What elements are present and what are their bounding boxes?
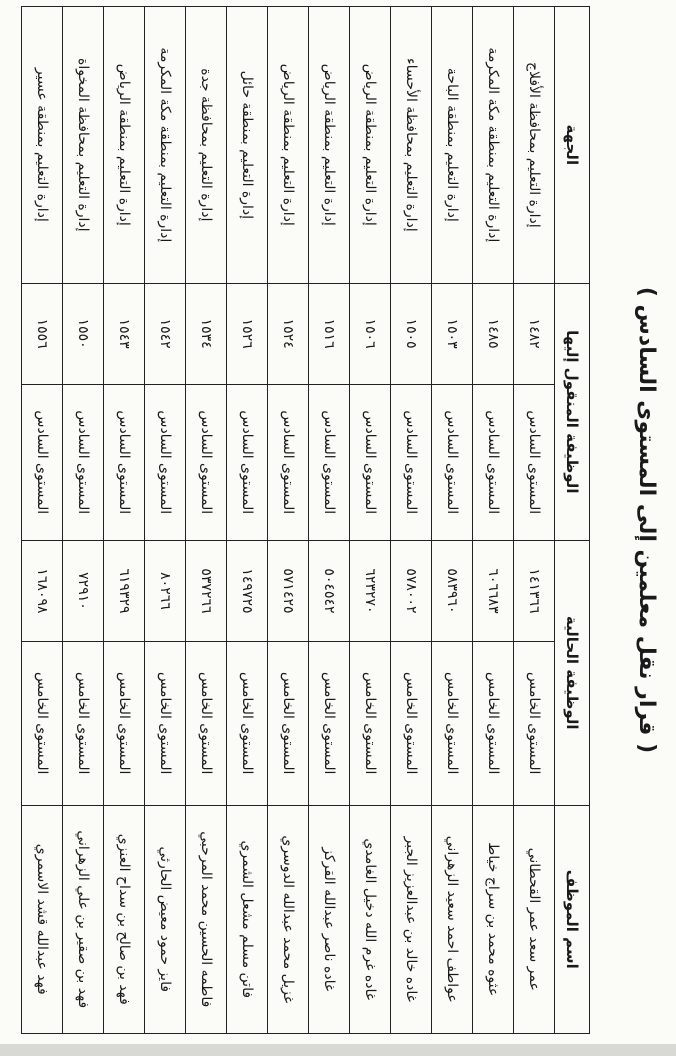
cell-new-grade: المستوى السادس xyxy=(145,384,186,540)
cell-employee-name: غاده خالد بن عبدالعزيز الجبر xyxy=(391,805,432,1033)
cell-department: إدارة التعليم بمنطقة عسير xyxy=(22,7,63,284)
cell-department: إدارة التعليم بمنطقة مكة المكرمة xyxy=(473,7,514,284)
cell-employee-name: غاده ناصر عبدالله القركز xyxy=(309,805,350,1033)
cell-current-grade: المستوى الخامس xyxy=(432,641,473,805)
title-close-paren: ) xyxy=(634,286,659,297)
cell-department: إدارة التعليم بمنطقة مكة المكرمة xyxy=(145,7,186,284)
table-body xyxy=(22,7,555,1034)
cell-department: إدارة التعليم بمحافظة الأفلاج xyxy=(514,7,555,284)
cell-current-number: ٥٠٤٥٤٢ xyxy=(309,540,350,641)
cell-current-number: ٦١٩٣٢٩ xyxy=(104,540,145,641)
title-open-paren: ( xyxy=(634,743,659,754)
cell-department: إدارة التعليم بمحافظة جدة xyxy=(186,7,227,284)
header-department: الجهة xyxy=(555,7,590,284)
cell-new-grade: المستوى السادس xyxy=(514,384,555,540)
cell-current-number: ٧٢٩١٠ xyxy=(63,540,104,641)
table-row xyxy=(186,7,227,1034)
cell-new-grade: المستوى السادس xyxy=(22,384,63,540)
cell-employee-name: فايز حمود معيض الحارثي xyxy=(145,805,186,1033)
cell-new-grade: المستوى السادس xyxy=(104,384,145,540)
cell-new-grade: المستوى السادس xyxy=(63,384,104,540)
cell-new-grade: المستوى السادس xyxy=(309,384,350,540)
table-row xyxy=(22,7,63,1034)
table-row xyxy=(391,7,432,1034)
cell-current-number: ٥٨٣٩٦٠ xyxy=(432,540,473,641)
cell-current-grade: المستوى الخامس xyxy=(391,641,432,805)
cell-new-number: ١٥٤٣ xyxy=(104,283,145,384)
cell-current-number: ١٤١٣٦٦ xyxy=(514,540,555,641)
cell-current-number: ٥٧١٤٢٥ xyxy=(268,540,309,641)
cell-current-grade: المستوى الخامس xyxy=(227,641,268,805)
table-row xyxy=(309,7,350,1034)
cell-new-number: ١٥٥٠ xyxy=(63,283,104,384)
cell-employee-name: فهد بن صقير بن علي الزهراني xyxy=(63,805,104,1033)
cell-new-number: ١٥٤٢ xyxy=(145,283,186,384)
table-row xyxy=(473,7,514,1034)
cell-current-number: ٦٢٣٢٧٠ xyxy=(350,540,391,641)
cell-department: إدارة التعليم بمنطقة الرياض xyxy=(309,7,350,284)
page-title xyxy=(624,0,668,1040)
table-row xyxy=(63,7,104,1034)
cell-current-number: ٨٠٢٦٦ xyxy=(145,540,186,641)
cell-department: إدارة التعليم بمنطقة الرياض xyxy=(104,7,145,284)
cell-current-number: ٦٠٦٦٨٣ xyxy=(473,540,514,641)
cell-department: إدارة التعليم بمنطقة الرياض xyxy=(268,7,309,284)
cell-employee-name: عثوه محمد بن سراج خياط xyxy=(473,805,514,1033)
cell-department: إدارة التعليم بمنطقة حائل xyxy=(227,7,268,284)
cell-new-number: ١٥٢٦ xyxy=(227,283,268,384)
header-row xyxy=(555,7,590,1034)
cell-current-number: ١٤٩٧٢٥ xyxy=(227,540,268,641)
title-text: قرار نقل معلمين إلى المستوى السادس xyxy=(634,304,659,736)
cell-employee-name: عواطف احمد سعيد الزهراني xyxy=(432,805,473,1033)
cell-current-grade: المستوى الخامس xyxy=(268,641,309,805)
cell-new-number: ١٥١٦ xyxy=(309,283,350,384)
cell-new-grade: المستوى السادس xyxy=(268,384,309,540)
cell-employee-name: غاده غرم الله دخيل الغامدي xyxy=(350,805,391,1033)
cell-employee-name: غزيل محمد عبدالله الدوسري xyxy=(268,805,309,1033)
cell-department: إدارة التعليم بمنطقة الباحة xyxy=(432,7,473,284)
header-current-job: الوظيفة الحالية xyxy=(555,540,590,805)
cell-new-number: ١٤٨٥ xyxy=(473,283,514,384)
table-header xyxy=(555,7,590,1034)
cell-new-grade: المستوى السادس xyxy=(473,384,514,540)
cell-employee-name: فهد بن صالح بن سداح العنزي xyxy=(104,805,145,1033)
cell-new-grade: المستوى السادس xyxy=(391,384,432,540)
cell-current-grade: المستوى الخامس xyxy=(63,641,104,805)
cell-current-grade: المستوى الخامس xyxy=(104,641,145,805)
header-transferred-job: الوظيفة المنقول إليها xyxy=(555,283,590,540)
cell-new-number: ١٥٠٣ xyxy=(432,283,473,384)
cell-new-grade: المستوى السادس xyxy=(186,384,227,540)
cell-current-grade: المستوى الخامس xyxy=(145,641,186,805)
table-row xyxy=(432,7,473,1034)
cell-current-grade: المستوى الخامس xyxy=(473,641,514,805)
cell-employee-name: فهد عبدالله قشد الاسمري xyxy=(22,805,63,1033)
table-row xyxy=(268,7,309,1034)
cell-current-number: ١٦٨٠٩٨ xyxy=(22,540,63,641)
cell-department: إدارة التعليم بمحافظة المخواة xyxy=(63,7,104,284)
scan-edge-strip xyxy=(0,1044,676,1056)
cell-current-number: ٥٧٨٠٠٢ xyxy=(391,540,432,641)
cell-current-grade: المستوى الخامس xyxy=(186,641,227,805)
cell-new-grade: المستوى السادس xyxy=(350,384,391,540)
cell-department: إدارة التعليم بمنطقة الرياض xyxy=(350,7,391,284)
cell-current-grade: المستوى الخامس xyxy=(350,641,391,805)
cell-new-number: ١٤٨٢ xyxy=(514,283,555,384)
cell-current-grade: المستوى الخامس xyxy=(22,641,63,805)
table-row xyxy=(350,7,391,1034)
cell-new-number: ١٥٣٤ xyxy=(186,283,227,384)
table-row xyxy=(145,7,186,1034)
cell-new-grade: المستوى السادس xyxy=(227,384,268,540)
cell-employee-name: عمر سعد عمر القحطاني xyxy=(514,805,555,1033)
cell-department: إدارة التعليم بمحافظة الأحساء xyxy=(391,7,432,284)
cell-new-number: ١٥٥٦ xyxy=(22,283,63,384)
cell-current-grade: المستوى الخامس xyxy=(309,641,350,805)
cell-current-grade: المستوى الخامس xyxy=(514,641,555,805)
cell-new-number: ١٥٠٥ xyxy=(391,283,432,384)
table-row xyxy=(514,7,555,1034)
header-name: اسم الموظف xyxy=(555,805,590,1033)
cell-new-grade: المستوى السادس xyxy=(432,384,473,540)
table-row xyxy=(227,7,268,1034)
cell-employee-name: فاتن مسلم مشعل الشمري xyxy=(227,805,268,1033)
cell-employee-name: فاطمه الحسين محمد المرحبي xyxy=(186,805,227,1033)
table-row xyxy=(104,7,145,1034)
cell-new-number: ١٥٢٤ xyxy=(268,283,309,384)
cell-new-number: ١٥٠٦ xyxy=(350,283,391,384)
transfer-table xyxy=(21,6,590,1034)
cell-current-number: ٥٣٧٢٦٦ xyxy=(186,540,227,641)
